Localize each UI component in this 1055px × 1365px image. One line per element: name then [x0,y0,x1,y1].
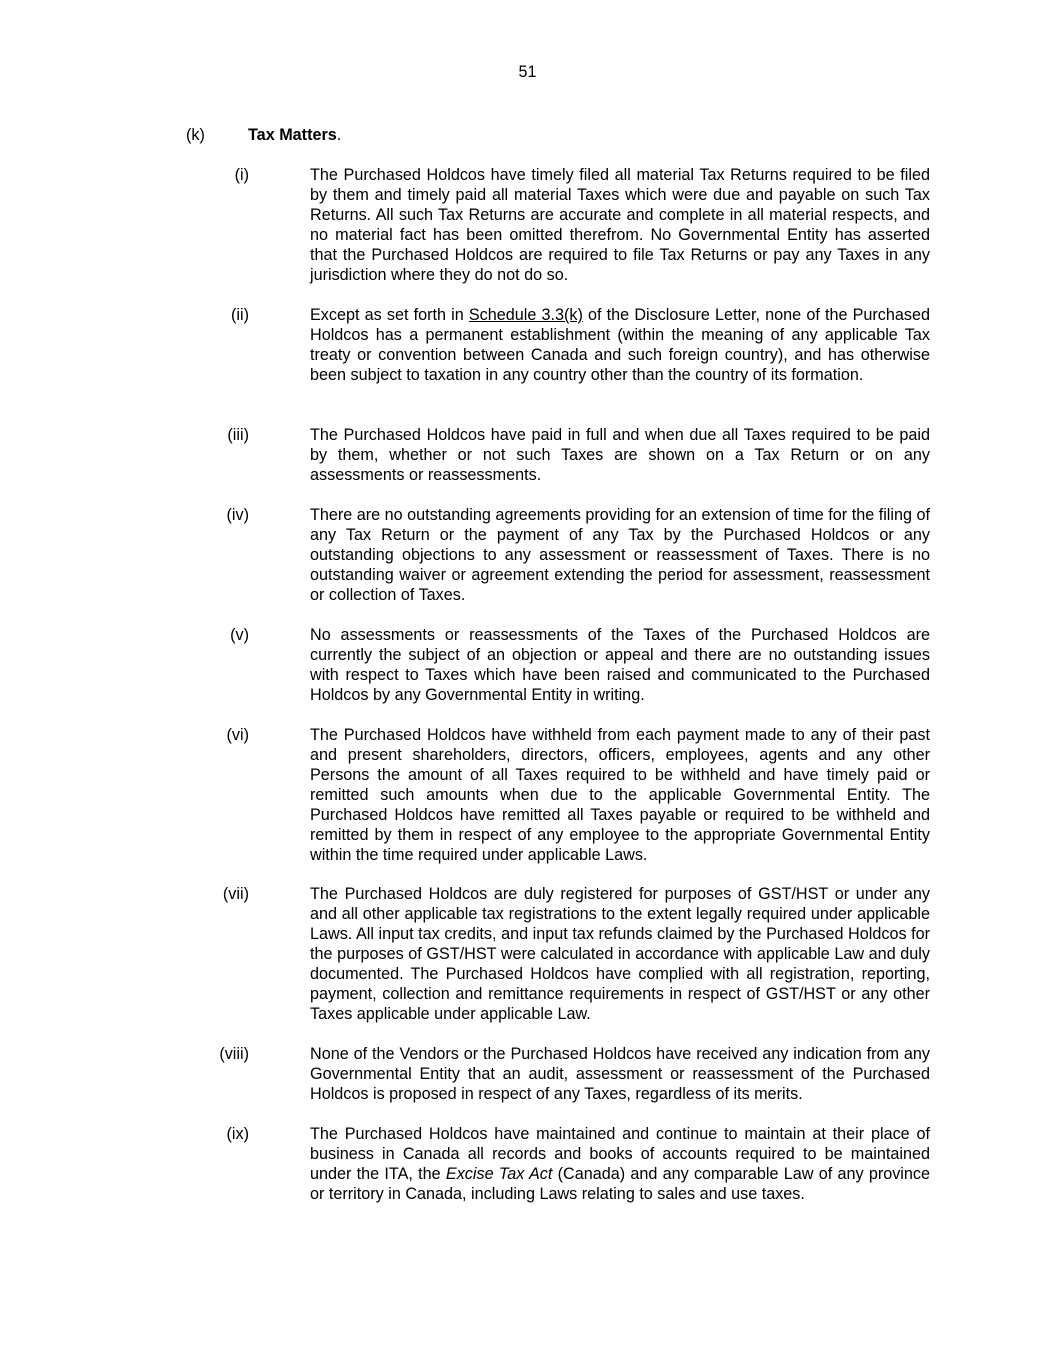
clause-text [310,305,930,385]
section-letter: (k) [186,126,205,144]
schedule-link[interactable]: Schedule 3.3(k) [468,306,583,324]
clause-number: (iii) [227,426,249,444]
section-title [248,125,341,145]
clause-number: (ix) [226,1125,249,1143]
clause-text: The Purchased Holdcos have paid in full and when due all Taxes required to be paid by them, whether or not such Taxes are shown on a Tax Return or on any assessments or reassessments. [310,426,930,484]
section-title-suffix: . [336,126,342,144]
section-title-text: Tax Matters [248,126,337,144]
clause-text: The Purchased Holdcos have timely filed all material Tax Returns required to be filed by them and timely paid all material Taxes which were due and payable on such Tax Returns. All such Tax Returns are accurate and complete in all material respects, and no material fact has been omitted therefrom. No Governmental Entity has asserted that the Purchased Holdcos are required to file Tax Returns or pay any Taxes in any jurisdiction where they do not do so. [310,166,930,284]
clause-number: (vii) [222,885,249,903]
clause-number: (iv) [226,506,249,524]
clause-text-after: of the Disclosure Letter, none of the Purchased Holdcos has a permanent establishment (within the meaning of any applicable Tax treaty or convention between Canada and such foreign country), and has otherwise been subject to taxation in any country other than the country of its formation. [310,306,930,384]
clause-number: (i) [234,166,249,184]
clause-text: There are no outstanding agreements providing for an extension of time for the filing of any Tax Return or the payment of any Tax by the Purchased Holdcos or any outstanding objections to any assessment or reassessment of Taxes. There is no outstanding waiver or agreement extending the period for assessment, reassessment or collection of Taxes. [310,506,930,604]
clause-text: The Purchased Holdcos have withheld from each payment made to any of their past and present shareholders, directors, officers, employees, agents and any other Persons the amount of all Taxes required to be withheld and have timely paid or remitted such amounts when due to the applicable Governmental Entity. The Purchased Holdcos have remitted all Taxes payable or required to be withheld and remitted by them in respect of any employee to the appropriate Governmental Entity within the time required under applicable Laws. [310,726,930,864]
clause-text-before: The Purchased Holdcos have maintained and continue to maintain at their place of business in Canada all records and books of accounts required to be maintained under the ITA, the [310,1125,930,1183]
clause-number: (viii) [219,1045,249,1063]
clause-number: (vi) [226,726,249,744]
clause-text-after: (Canada) and any comparable Law of any province or territory in Canada, including Laws relating to sales and use taxes. [310,1165,931,1203]
clause-number: (v) [230,626,249,644]
statute-name: Excise Tax Act [445,1165,553,1183]
clause-text [310,1124,930,1204]
clause-text: The Purchased Holdcos are duly registered for purposes of GST/HST or under any and all other applicable tax registrations to the extent legally required under applicable Laws. All input tax credits, and input tax refunds claimed by the Purchased Holdcos for the purposes of GST/HST were calculated in accordance with applicable Law and duly documented. The Purchased Holdcos have complied with all registration, reporting, payment, collection and remittance requirements in respect of GST/HST or any other Taxes applicable under applicable Law. [310,885,930,1023]
clause-text-before: Except as set forth in [310,306,469,324]
clause-number: (ii) [231,306,249,324]
clause-text: None of the Vendors or the Purchased Holdcos have received any indication from any Governmental Entity that an audit, assessment or reassessment of the Purchased Holdcos is proposed in respect of any Taxes, regardless of its merits. [310,1045,930,1103]
page-number: 51 [518,63,537,81]
clause-text: No assessments or reassessments of the Taxes of the Purchased Holdcos are currently the subject of an objection or appeal and there are no outstanding issues with respect to Taxes which have been raised and communicated to the Purchased Holdcos by any Governmental Entity in writing. [310,626,930,704]
